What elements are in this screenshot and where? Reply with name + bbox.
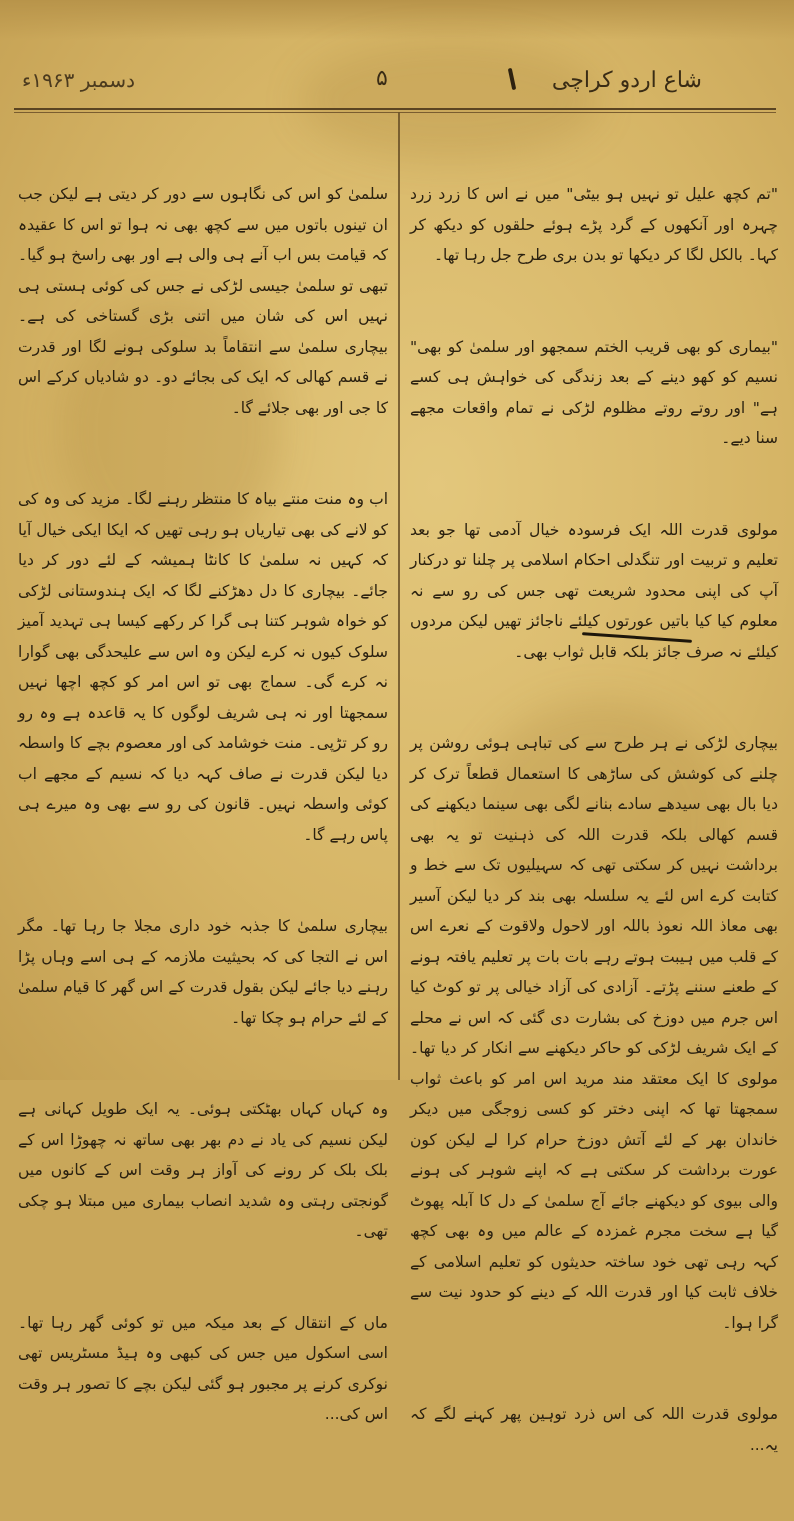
paragraph: بیچاری سلمیٰ کا جذبہ خود داری مجلا جا رہا تھا۔ مگر اس نے التجا کی کہ بحیثیت ملازمہ کے ہی اسے وہاں پڑا رہنے دیا جائے لیکن بقول قدرت کے اس گھر کا قیام سلمیٰ کے لئے حرام ہو چکا تھا۔	[13, 917, 388, 1027]
paragraph: "بیماری کو بھی قریب الختم سمجھو اور سلمیٰ کو بھی" نسیم کو کھو دینے کے بعد زندگی کی خواہش ہی کسے ہے" اور روتے روتے مظلوم لڑکی نے تمام واقعات مجھے سنا دیے۔	[405, 337, 778, 447]
header-rule	[14, 108, 776, 110]
paragraph: مولوی قدرت اللہ ایک فرسودہ خیال آدمی تھا جو بعد تعلیم و تربیت اور تنگدلی احکام اسلامی پر چلنا تو درکنار آپ کی اپنی محدود شریعت تھی جس کی رو سے نہ معلوم کیا کیا باتیں عورتوں کیلئے ناجائز تھیں لیکن مردوں کیلئے نہ صرف جائز بلکہ قابل ثواب بھی۔	[405, 520, 778, 661]
paragraph: مولوی قدرت اللہ کی اس ذرد توہین پھر کہنے لگے کہ یہ...	[405, 1405, 778, 1454]
header-date: دسمبر ۱۹۶۳ء	[22, 68, 136, 92]
column-divider	[398, 112, 400, 1080]
paragraph: "تم کچھ علیل تو نہیں ہو بیٹی" میں نے اس کا زرد زرد چہرہ اور آنکھوں کے گرد پڑے ہوئے حلقوں کو دیکھ کر کہا۔ بالکل لگا کر دیکھا تو بدن بری طرح جل رہا تھا۔	[405, 185, 778, 264]
header-rule	[14, 112, 776, 113]
page-header	[0, 62, 794, 108]
page-number: ۵	[376, 66, 388, 91]
paragraph: بیچاری لڑکی نے ہر طرح سے کی تباہی ہوئی روشن پر چلنے کی کوشش کی ساڑھی کا استعمال قطعاً ترک کر دیا بال بھی سیدھے سادے بنانے لگی بھی سینما دیکھنے کی قسم کھالی بلکہ قدرت اللہ کی ذہنیت تو یہ بھی برداشت نہیں کر سکتی تھی کہ سہیلیوں تک سے خط و کتابت کرے اس لئے یہ سلسلہ بھی بند کر دیا لیکن آسیر بھی معاذ اللہ نعوذ باللہ اور لاحول ولاقوت کے نعرے اس کے قلب میں ہیبت ہوتے رہے بات بات پر تعلیم یافتہ ہونے کے طعنے سننے پڑتے۔ آزادی کی آزاد خیالی پر تو کوٹ کیا اس جرم میں دوزخ کی بشارت دی گئی کہ اس نے محلے کے ایک شریف لڑکی کو حاکر دیکھنے سے انکار کر دیا تھا۔ مولوی کا ایک معتقد مند مرید اس امر کو باعث ثواب سمجھتا تھا کہ اپنی دختر کو کسی زوجگی میں دیکر خاندان بھر کے لئے آتش دوزخ حرام کرا لے لیکن کون عورت برداشت کر سکتی ہے کہ اپنے شوہر کی ہونے والی بیوی کو دیکھنے جائے آج سلمیٰ کے دل کا آبلہ پھوٹ گیا ہے سخت مجرم غمزدہ کے عالم میں وہ بھی کچھ کہہ رہی تھی خود ساختہ حدیثوں کو تعلیم اسلامی کے خلاف ثابت کیا اور قدرت اللہ کے دینے کو حدود نیت سے گرا ہوا۔	[405, 734, 778, 1332]
right-column	[405, 118, 778, 1521]
left-column	[13, 118, 388, 1491]
paragraph: سلمیٰ کو اس کی نگاہوں سے دور کر دیتی ہے لیکن جب ان تینوں باتوں میں سے کچھ بھی نہ ہوا تو اس کا عقیدہ کہ قیامت بس اب آنے ہی والی ہے اور بھی راسخ ہو گیا۔ تبھی تو سلمیٰ جیسی لڑکی نے جس کی کوئی ہستی ہی نہیں اس کی شان میں اتنی بڑی گستاخی کی ہے۔ بیچاری سلمیٰ سے انتقاماً بد سلوکی ہونے لگا اور قدرت نے قسم کھالی کہ ایک کی بجائے دو۔ دو شادیاں کرکے اس کا جی اور بھی جلائے گا۔	[13, 185, 388, 417]
paragraph: وہ کہاں کہاں بھٹکتی ہوئی۔ یہ ایک طویل کہانی ہے لیکن نسیم کی یاد نے دم بھر بھی ساتھ نہ چھوڑا اس کے بلک بلک کر رونے کی آواز ہر وقت اس کے کانوں میں گونجتی رہتی وہ شدید انصاب بیماری میں مبتلا ہو چکی تھی۔	[13, 1100, 388, 1240]
ink-mark	[508, 68, 516, 90]
paragraph: ماں کے انتقال کے بعد میکہ میں تو کوئی گھر رہا تھا۔ اسی اسکول میں جس کی کبھی وہ ہیڈ مسٹریس تھی نوکری کرنے پر مجبور ہو گئی لیکن بچے کا تصور ہر وقت اس کی...	[13, 1313, 388, 1423]
publication-title: شاع اردو کراچی	[551, 68, 702, 93]
paragraph: اب وہ منت منتے بیاہ کا منتظر رہنے لگا۔ مزید کی وہ کی کو لانے کی بھی تیاریاں ہو رہی تھیں کہ ایکا ایکی خیال آیا کہ کہیں نہ سلمیٰ کا کانٹا ہمیشہ کے لئے دور کر دیا جائے۔ بیچاری کا دل دھڑکنے لگا کہ ایک ہندوستانی لڑکی کو خواہ شوہر کتنا ہی گرا کر رکھے کیسا ہی تہدید آمیز سلوک کیوں نہ کرے لیکن وہ اس سے علیحدگی بھی گوارا نہ کرے گی۔ سماج بھی تو اس امر کو کچھ اچھا نہیں سمجھتا اور نہ ہی شریف لوگوں کا یہ قاعدہ ہے وہ رو رو کر تڑپی۔ منت خوشامد کی اور معصوم بچے کا واسطہ دیا لیکن قدرت نے صاف کہہ دیا کہ نسیم کے مجھے اب کوئی واسطہ نہیں۔ قانون کی رو سے بھی وہ میرے ہی پاس رہے گا۔	[13, 490, 388, 844]
paper-edge	[0, 0, 794, 40]
